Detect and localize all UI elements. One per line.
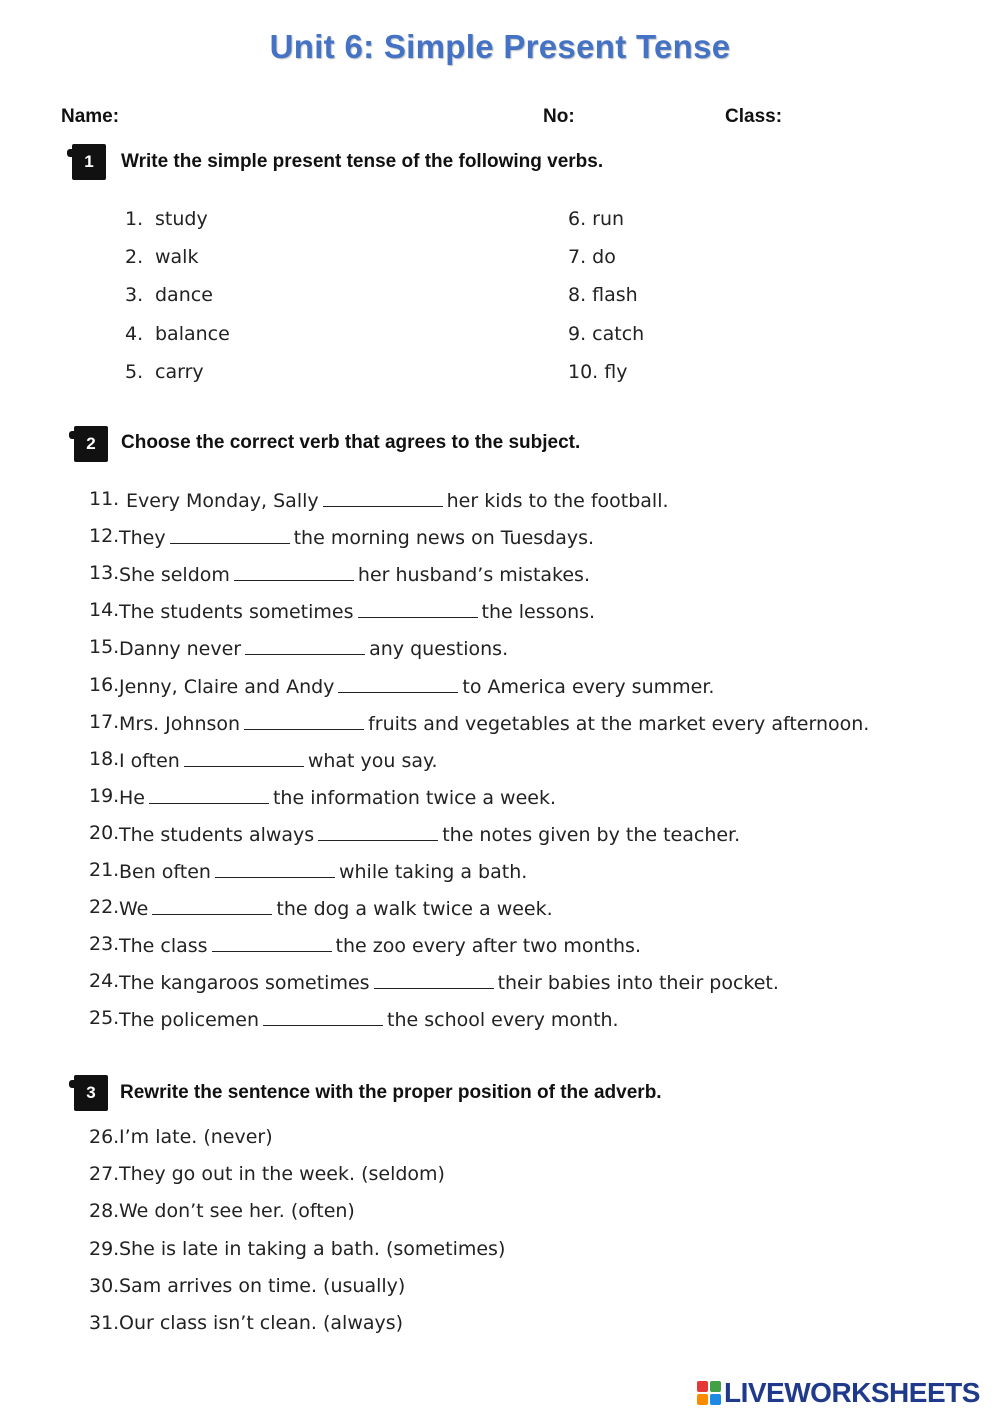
rewrite-sentence: They go out in the week. (seldom) [119, 1163, 445, 1186]
sentence-start: The policemen [119, 1009, 259, 1032]
verb-word: walk [155, 246, 199, 269]
sentence-row [119, 636, 508, 660]
verb-item: 7. do [568, 246, 616, 269]
sentence-start: I often [119, 749, 180, 772]
answer-blank[interactable] [318, 822, 438, 841]
answer-blank[interactable] [149, 785, 269, 804]
verb-number: 5. [125, 360, 144, 383]
sentence-row [119, 562, 590, 586]
sentence-start: The class [119, 935, 208, 958]
answer-blank[interactable] [245, 636, 365, 655]
sentence-row [119, 711, 869, 735]
rewrite-sentence: We don’t see her. (often) [119, 1200, 355, 1223]
sentence-start: Jenny, Claire and Andy [119, 675, 335, 698]
sentence-end: her kids to the football. [446, 490, 669, 512]
answer-blank[interactable] [323, 488, 443, 507]
section-1-badge: 1 [72, 144, 106, 180]
item-number: 30. [89, 1274, 120, 1297]
verb-word: study [155, 208, 208, 230]
item-number: 14. [89, 599, 120, 622]
sentence-end: to America every summer. [462, 675, 715, 698]
item-number: 27. [89, 1163, 120, 1186]
logo-mark-square [697, 1381, 708, 1392]
logo-mark-square [697, 1394, 708, 1405]
sentence-end: while taking a bath. [338, 861, 528, 883]
liveworksheets-logo [697, 1378, 980, 1408]
item-number: 22. [89, 896, 120, 919]
item-number: 17. [89, 710, 120, 733]
sentence-start: She seldom [119, 564, 230, 587]
answer-blank[interactable] [234, 562, 354, 581]
sentence-end: the zoo every after two months. [335, 935, 641, 958]
verb-item: 6. run [568, 208, 625, 230]
sentence-end: her husband’s mistakes. [357, 564, 590, 587]
sentence-start: Ben often [119, 861, 211, 883]
item-number: 25. [89, 1007, 120, 1030]
rewrite-sentence: She is late in taking a bath. (sometimes) [119, 1237, 506, 1260]
sentence-row [119, 525, 594, 549]
verb-item: 8. flash [568, 284, 638, 307]
item-number: 28. [89, 1200, 120, 1223]
section-2-badge: 2 [74, 426, 108, 462]
logo-mark-square [710, 1394, 721, 1405]
rewrite-sentence: Our class isn’t clean. (always) [119, 1312, 404, 1334]
rewrite-sentence: I’m late. (never) [119, 1126, 273, 1148]
sentence-end: the lessons. [481, 601, 596, 624]
sentence-end: what you say. [307, 749, 438, 772]
item-number: 15. [89, 636, 120, 659]
sentence-start: The kangaroos sometimes [119, 972, 370, 995]
sentence-end: their babies into their pocket. [497, 972, 779, 995]
sentence-end: the morning news on Tuesdays. [293, 527, 595, 550]
item-number: 19. [89, 784, 120, 807]
sentence-start: We [119, 898, 149, 921]
answer-blank[interactable] [212, 933, 332, 952]
verb-word: dance [155, 284, 213, 307]
item-number: 26. [89, 1126, 120, 1148]
item-number: 24. [89, 970, 120, 993]
sentence-row [119, 785, 556, 809]
section-1-instruction: Write the simple present tense of the following verbs. [121, 151, 604, 172]
item-number: 23. [89, 933, 120, 956]
sentence-row [126, 488, 669, 512]
verb-item: 10. fly [568, 360, 628, 383]
sentence-row [119, 822, 740, 846]
sentence-start: Mrs. Johnson [119, 712, 241, 735]
section-3-instruction: Rewrite the sentence with the proper position of the adverb. [120, 1082, 662, 1103]
sentence-start: The students sometimes [119, 601, 354, 624]
verb-number: 2. [125, 246, 144, 269]
sentence-row [119, 599, 595, 623]
sentence-row [119, 933, 641, 957]
item-number: 16. [89, 673, 120, 696]
item-number: 20. [89, 821, 120, 844]
item-number: 11. [89, 488, 120, 510]
sentence-row [119, 674, 714, 698]
item-number: 12. [89, 525, 120, 548]
logo-mark-icon [697, 1381, 721, 1405]
sentence-row [119, 748, 438, 772]
class-label: Class: [725, 106, 783, 127]
verb-number: 4. [125, 322, 144, 345]
sentence-end: the dog a walk twice a week. [276, 898, 553, 921]
answer-blank[interactable] [244, 711, 364, 730]
sentence-end: the information twice a week. [272, 786, 556, 809]
item-number: 21. [89, 859, 120, 881]
sentence-start: Danny never [119, 638, 242, 661]
sentence-start: They [119, 527, 166, 550]
answer-blank[interactable] [215, 859, 335, 878]
answer-blank[interactable] [374, 970, 494, 989]
sentence-row [119, 896, 553, 920]
verb-number: 1. [125, 208, 144, 230]
answer-blank[interactable] [170, 525, 290, 544]
verb-word: carry [155, 360, 204, 383]
logo-text: LIVEWORKSHEETS [724, 1377, 980, 1408]
verb-number: 3. [125, 284, 144, 307]
answer-blank[interactable] [358, 599, 478, 618]
answer-blank[interactable] [184, 748, 304, 767]
sentence-end: fruits and vegetables at the market every afternoon. [368, 712, 870, 735]
verb-item: 9. catch [568, 322, 645, 345]
sentence-end: any questions. [369, 638, 509, 661]
answer-blank[interactable] [263, 1007, 383, 1026]
sentence-end: the notes given by the teacher. [442, 823, 741, 846]
section-2-instruction: Choose the correct verb that agrees to the subject. [121, 432, 581, 453]
sentence-end: the school every month. [387, 1009, 619, 1032]
sentence-start: He [119, 786, 145, 809]
name-label: Name: [61, 106, 120, 127]
item-number: 29. [89, 1237, 120, 1260]
number-label: No: [543, 106, 575, 127]
sentence-row [119, 1007, 619, 1031]
page-title: Unit 6: Simple Present Tense [269, 28, 731, 65]
sentence-start: The students always [119, 823, 315, 846]
section-3-badge: 3 [74, 1075, 108, 1111]
item-number: 31. [89, 1312, 120, 1334]
sentence-row [119, 859, 527, 883]
item-number: 13. [89, 562, 120, 585]
item-number: 18. [89, 747, 120, 770]
verb-word: balance [155, 322, 230, 345]
sentence-start: Every Monday, Sally [126, 490, 319, 512]
answer-blank[interactable] [152, 896, 272, 915]
sentence-row [119, 970, 779, 994]
rewrite-sentence: Sam arrives on time. (usually) [119, 1274, 406, 1297]
answer-blank[interactable] [338, 674, 458, 693]
logo-mark-square [710, 1381, 721, 1392]
